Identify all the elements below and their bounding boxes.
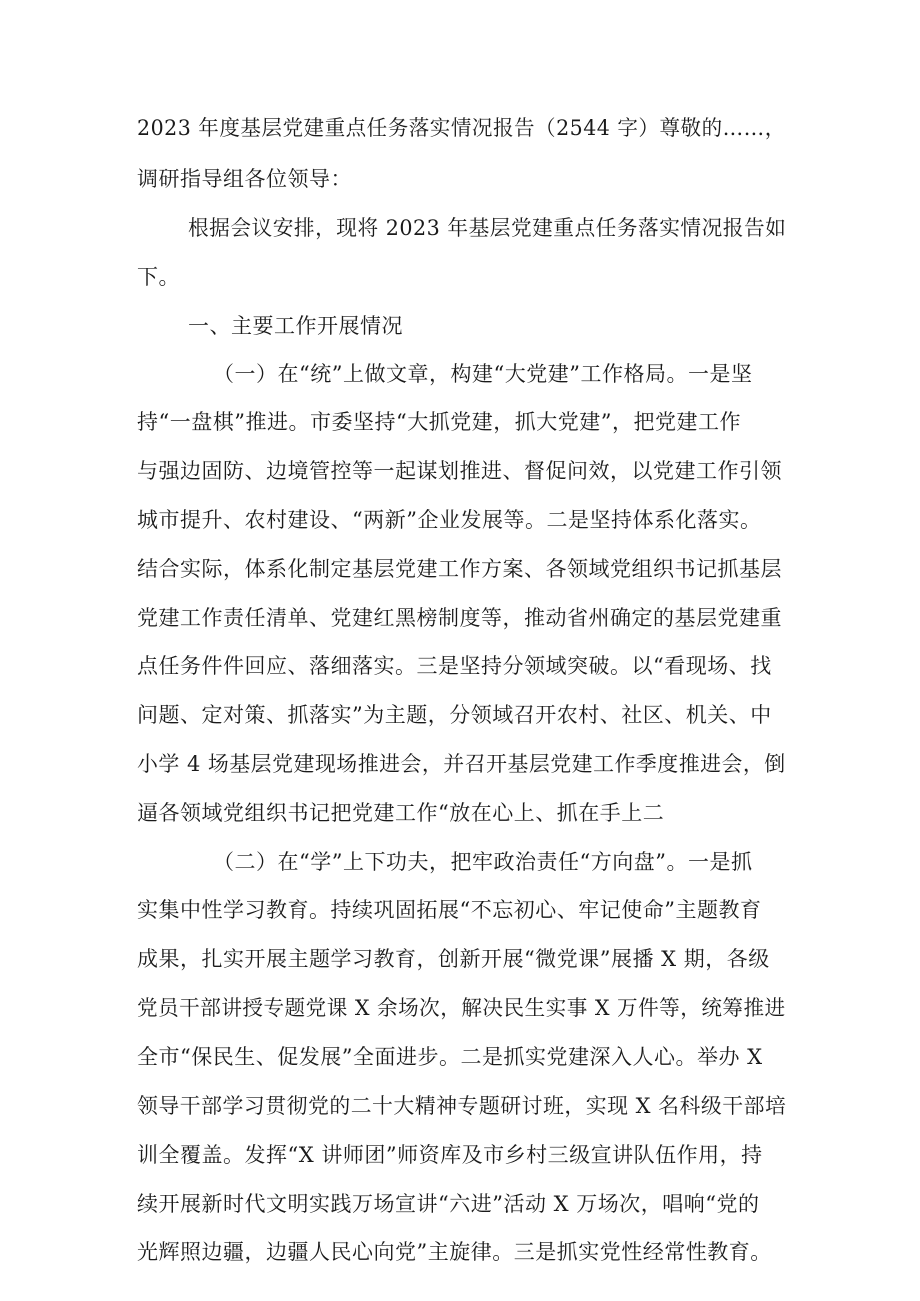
body-text-line: 逼各领域党组织书记把党建工作“放在心上、抓在手上二 bbox=[137, 801, 665, 825]
body-text-line: 持“一盘棋”推进。市委坚持“大抓党建，抓大党建”，把党建工作 bbox=[137, 410, 741, 434]
body-text-line: 与强边固防、边境管控等一起谋划推进、督促问效，以党建工作引领 bbox=[137, 459, 782, 483]
body-text-line: 点任务件件回应、落细落实。三是坚持分领域突破。以“看现场、找 bbox=[137, 654, 772, 678]
body-text-line: （一）在“统”上做文章，构建“大党建”工作格局。一是坚 bbox=[213, 362, 753, 386]
body-text-line: 领导干部学习贯彻党的二十大精神专题研讨班，实现 X 名科级干部培 bbox=[137, 1094, 787, 1118]
body-text-line: 训全覆盖。发挥“X 讲师团”师资库及市乡村三级宣讲队伍作用，持 bbox=[137, 1143, 763, 1167]
body-text-line: 党员干部讲授专题党课 X 余场次，解决民生实事 X 万件等，统筹推进 bbox=[137, 996, 786, 1020]
body-text-line: 问题、定对策、抓落实”为主题，分领域召开农村、社区、机关、中 bbox=[137, 703, 772, 727]
body-text-line: 光辉照边疆，边疆人民心向党”主旋律。三是抓实党性经常性教育。 bbox=[137, 1240, 772, 1264]
body-text-line: 续开展新时代文明实践万场宣讲“六进”活动 X 万场次，唱响“党的 bbox=[137, 1192, 760, 1216]
section-heading: 一、主要工作开展情况 bbox=[188, 314, 403, 338]
body-text-line: 党建工作责任清单、党建红黑榜制度等，推动省州确定的基层党建重 bbox=[137, 606, 782, 630]
body-text-line: 城市提升、农村建设、“两新”企业发展等。二是坚持体系化落实。 bbox=[137, 508, 762, 532]
body-text-line: （二）在“学”上下功夫，把牢政治责任“方向盘”。一是抓 bbox=[213, 850, 753, 874]
intro-line: 根据会议安排，现将 2023 年基层党建重点任务落实情况报告如 bbox=[188, 216, 787, 240]
body-text-line: 小学 4 场基层党建现场推进会，并召开基层党建工作季度推进会，倒 bbox=[137, 752, 786, 776]
body-text-line: 结合实际，体系化制定基层党建工作方案、各领域党组织书记抓基层 bbox=[137, 557, 782, 581]
salutation-line: 调研指导组各位领导： bbox=[137, 167, 352, 191]
body-text-line: 实集中性学习教育。持续巩固拓展“不忘初心、牢记使命”主题教育 bbox=[137, 898, 762, 922]
body-text-line: 成果，扎实开展主题学习教育，创新开展“微党课”展播 X 期，各级 bbox=[137, 947, 770, 971]
body-text-line: 全市“保民生、促发展”全面进步。二是抓实党建深入人心。举办 X bbox=[137, 1045, 763, 1069]
intro-line: 下。 bbox=[137, 265, 180, 289]
document-title-line: 2023 年度基层党建重点任务落实情况报告（2544 字）尊敬的……， bbox=[137, 116, 786, 140]
